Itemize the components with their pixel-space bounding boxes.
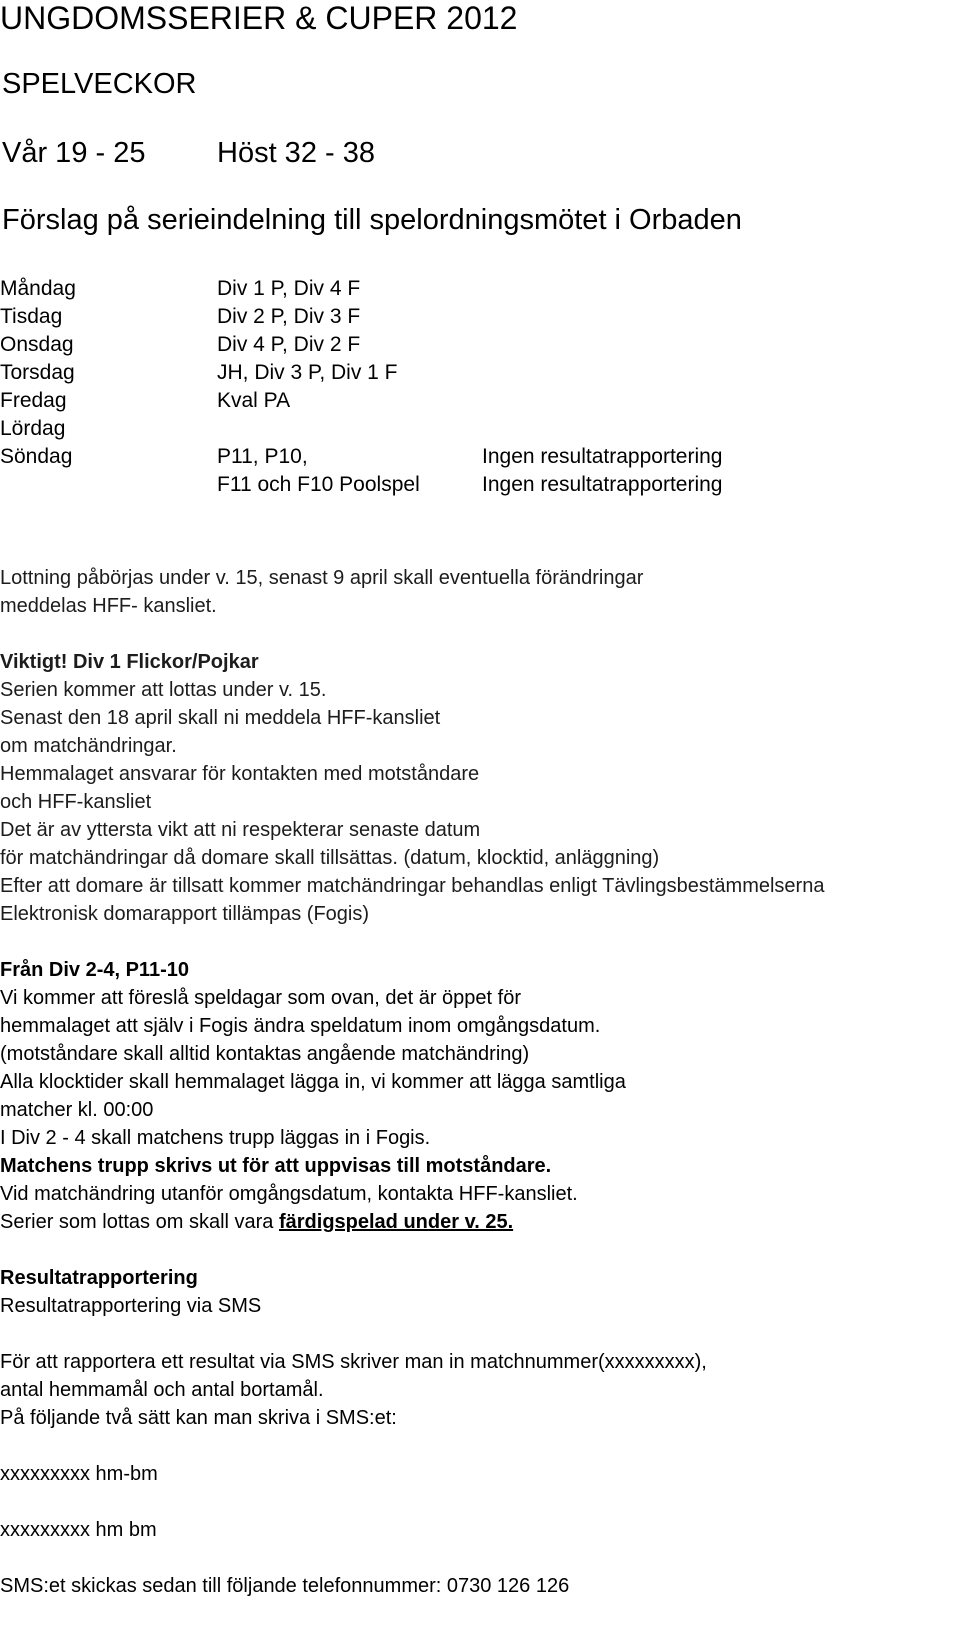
day-label: Söndag [0, 445, 73, 468]
viktigt-line: Efter att domare är tillsatt kommer matchändringar behandlas enligt Tävlingsbestämmelserna [0, 875, 825, 897]
viktigt-heading [0, 648, 259, 676]
lottning-text: meddelas HFF- kansliet. [0, 595, 217, 617]
viktigt-line: om matchändringar. [0, 735, 177, 757]
div24-line: Vid matchändring utanför omgångsdatum, kontakta HFF-kansliet. [0, 1183, 578, 1205]
div24-deadline: färdigspelad under v. 25. [278, 1211, 514, 1233]
note-label: Ingen resultatrapportering [482, 445, 723, 468]
viktigt-line: Elektronisk domarapport tillämpas (Fogis) [0, 903, 370, 925]
viktigt-line: Senast den 18 april skall ni meddela HFF-kansliet [0, 707, 441, 729]
sms-format-1: xxxxxxxxx hm-bm [0, 1463, 158, 1485]
results-line: antal hemmamål och antal bortamål. [0, 1379, 324, 1401]
page-title: UNGDOMSSERIER & CUPER 2012 [0, 0, 518, 36]
division-label: JH, Div 3 P, Div 1 F [217, 361, 398, 384]
division-label: Div 4 P, Div 2 F [217, 333, 361, 356]
schedule-row [0, 331, 960, 359]
subtitle: SPELVECKOR [2, 68, 197, 100]
viktigt-line: Hemmalaget ansvarar för kontakten med motståndare [0, 763, 480, 785]
day-label: Tisdag [0, 305, 63, 328]
day-label: Lördag [0, 417, 66, 440]
div24-bold-line: Matchens trupp skrivs ut för att uppvisas till motståndare. [0, 1155, 552, 1177]
division-label: F11 och F10 Poolspel [217, 473, 420, 496]
div24-line: I Div 2 - 4 skall matchens trupp läggas in i Fogis. [0, 1127, 431, 1149]
schedule-row [0, 275, 960, 303]
div24-line: Vi kommer att föreslå speldagar som ovan, det är öppet för [0, 987, 522, 1009]
div24-line: (motståndare skall alltid kontaktas angående matchändring) [0, 1043, 530, 1065]
proposal-heading: Förslag på serieindelning till spelordningsmötet i Orbaden [2, 204, 742, 236]
div24-line: hemmalaget att själv i Fogis ändra speldatum inom omgångsdatum. [0, 1015, 601, 1037]
schedule-row [0, 471, 960, 499]
div24-heading: Från Div 2-4, P11-10 [0, 959, 189, 981]
div24-line: Alla klocktider skall hemmalaget lägga in, vi kommer att lägga samtliga [0, 1071, 626, 1093]
results-line: På följande två sätt kan man skriva i SMS:et: [0, 1407, 397, 1429]
viktigt-line: Serien kommer att lottas under v. 15. [0, 679, 327, 701]
sms-format-2: xxxxxxxxx hm bm [0, 1519, 157, 1541]
div24-line: matcher kl. 00:00 [0, 1099, 154, 1121]
viktigt-line: och HFF-kansliet [0, 791, 152, 813]
schedule-row [0, 303, 960, 331]
day-label: Fredag [0, 389, 67, 412]
division-label: Kval PA [217, 389, 291, 412]
schedule-row [0, 387, 960, 415]
viktigt-line: Det är av yttersta vikt att ni respekterar senaste datum [0, 819, 481, 841]
viktigt-label: Viktigt! [0, 651, 68, 673]
schedule-row [0, 359, 960, 387]
div24-last-prefix: Serier som lottas om skall vara [0, 1211, 279, 1233]
results-line: För att rapportera ett resultat via SMS skriver man in matchnummer(xxxxxxxxx), [0, 1351, 707, 1373]
results-sub: Resultatrapportering via SMS [0, 1295, 262, 1317]
sms-phone: SMS:et skickas sedan till följande telefonnummer: 0730 126 126 [0, 1575, 570, 1597]
lottning-text: Lottning påbörjas under v. 15, senast 9 april skall eventuella förändringar [0, 567, 644, 589]
viktigt-division: Div 1 Flickor/Pojkar [67, 651, 259, 673]
viktigt-line: för matchändringar då domare skall tillsättas. (datum, klocktid, anläggning) [0, 847, 660, 869]
division-label: P11, P10, [217, 445, 308, 468]
schedule-row [0, 443, 960, 471]
div24-last-line [0, 1208, 513, 1236]
weeks-autumn: Höst 32 - 38 [217, 137, 375, 169]
weeks-spring: Vår 19 - 25 [2, 137, 146, 169]
day-label: Torsdag [0, 361, 75, 384]
note-label: Ingen resultatrapportering [482, 473, 723, 496]
day-label: Onsdag [0, 333, 74, 356]
division-label: Div 2 P, Div 3 F [217, 305, 361, 328]
division-label: Div 1 P, Div 4 F [217, 277, 361, 300]
results-heading: Resultatrapportering [0, 1267, 198, 1289]
day-label: Måndag [0, 277, 76, 300]
schedule-row [0, 415, 960, 443]
